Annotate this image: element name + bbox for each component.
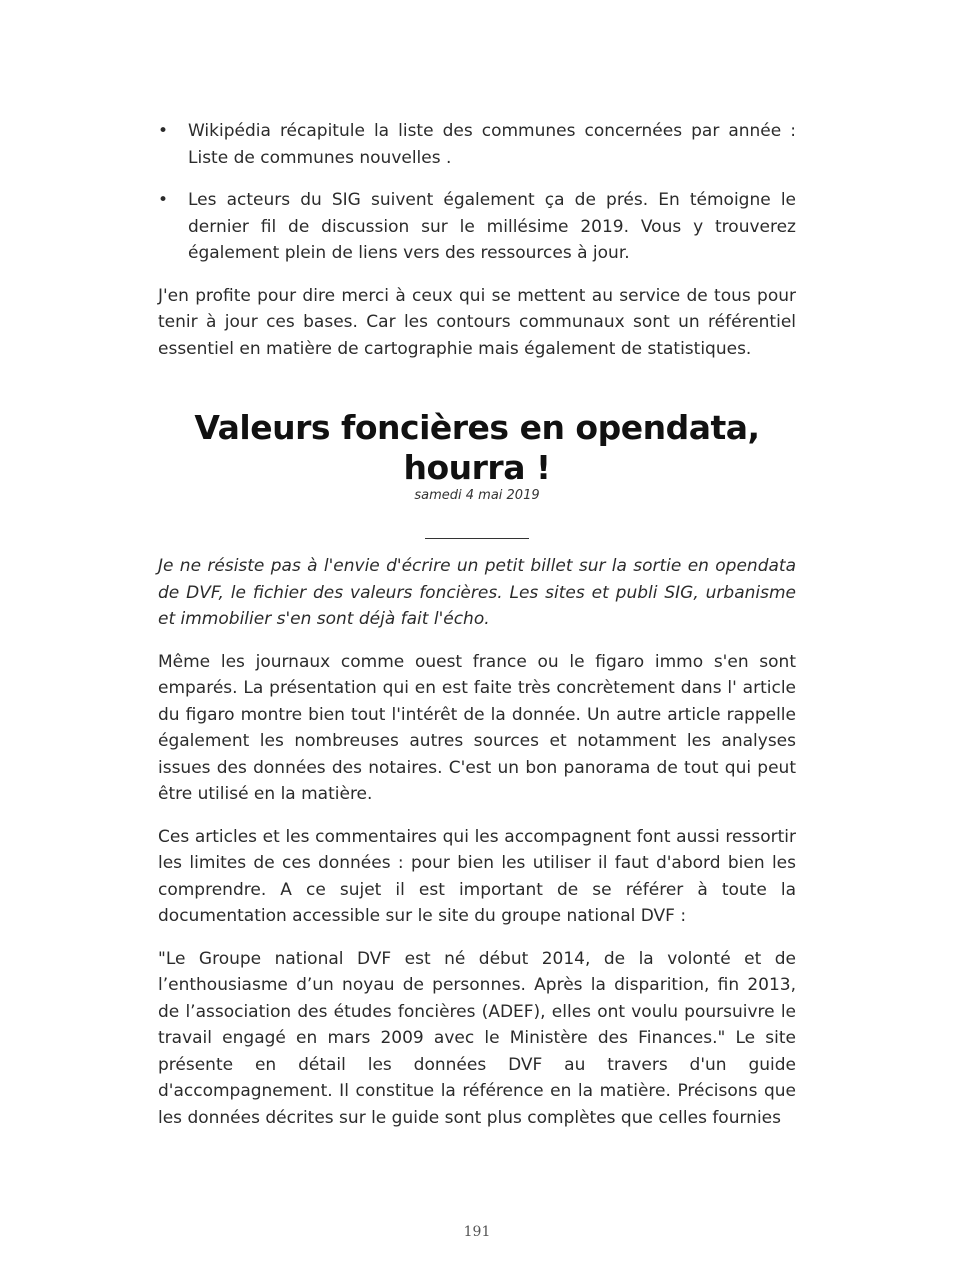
- bullet-icon: •: [158, 121, 169, 141]
- bullet-item: [158, 187, 796, 267]
- bullet-icon: •: [158, 190, 169, 210]
- bullet-text: Les acteurs du SIG suivent également ça de prés. En témoigne le dernier fil de discussion sur le millésime 2019. Vous y trouverez également plein de liens vers des ressources à jour.: [188, 190, 796, 263]
- article-paragraph: Ces articles et les commentaires qui les accompagnent font aussi ressortir les limites de ces données : pour bien les utiliser il faut d'abord bien les comprendre. A ce sujet il est important de se référer à toute la documentation accessible sur le site du groupe national DVF :: [158, 826, 796, 926]
- bullet-item: [158, 118, 796, 171]
- separator-line: [425, 538, 529, 539]
- article-paragraph: Même les journaux comme ouest france ou le figaro immo s'en sont emparés. La présentation qui en est faite très concrètement dans l' article du figaro montre bien tout l'intérêt de la donnée. Un autre article rappelle également les nombreuses autres sources et notamment les analyses issues des données des notaires. C'est un bon panorama de tout qui peut être utilisé en la matière.: [158, 651, 796, 804]
- intro-paragraph: J'en profite pour dire merci à ceux qui se mettent au service de tous pour tenir à jour ces bases. Car les contours communaux sont un référentiel essentiel en matière de cartographie mais également de statistiques.: [158, 285, 796, 359]
- page-number: 191: [463, 1224, 491, 1240]
- page-content: [158, 118, 796, 1147]
- article-title-line2: hourra !: [403, 448, 551, 487]
- article-title: [158, 408, 796, 488]
- bullet-list: [158, 118, 796, 267]
- article-lead: Je ne résiste pas à l'envie d'écrire un petit billet sur la sortie en opendata de DVF, le fichier des valeurs foncières. Les sites et publi SIG, urbanisme et immobilier s'en sont déjà fait l'écho.: [158, 556, 796, 629]
- article-paragraph: "Le Groupe national DVF est né début 2014, de la volonté et de l’enthousiasme d’un noyau de personnes. Après la disparition, fin 2013, de l’association des études foncières (ADEF), elles ont voulu poursuivre le travail engagé en mars 2009 avec le Ministère des Finances." Le site présente en détail les données DVF au travers d'un guide d'accompagnement. Il constitue la référence en la matière. Précisons que les données décrites sur le guide sont plus complètes que celles fournies: [158, 948, 796, 1128]
- article-date: samedi 4 mai 2019: [414, 488, 540, 503]
- bullet-text: Wikipédia récapitule la liste des communes concernées par année : Liste de communes nouvelles .: [188, 121, 796, 168]
- article-title-line1: Valeurs foncières en opendata,: [194, 408, 760, 447]
